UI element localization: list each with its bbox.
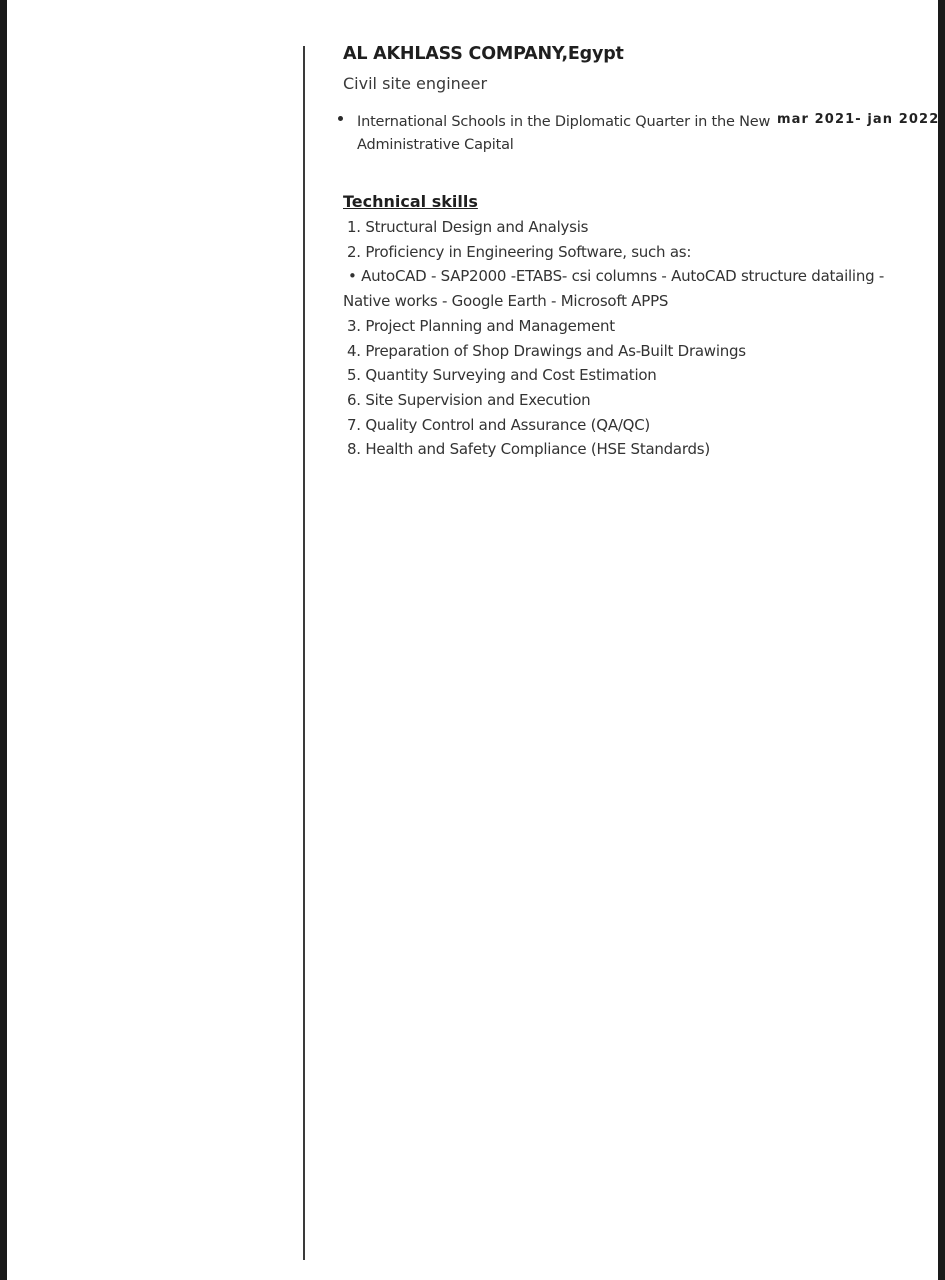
skill-item: 7. Quality Control and Assurance (QA/QC) [347, 415, 651, 434]
skill-item: 4. Preparation of Shop Drawings and As-Built Drawings [347, 341, 746, 360]
skill-item: • AutoCAD - SAP2000 -ETABS- csi columns - AutoCAD structure datailing - [348, 267, 885, 286]
left-frame-border [0, 0, 7, 1280]
technical-skills-list [343, 215, 903, 462]
company-name: AL AKHLASS COMPANY,Egypt [343, 44, 624, 64]
project-description: International Schools in the Diplomatic Quarter in the New Administrative Capital [357, 114, 771, 153]
column-divider [303, 46, 305, 1260]
skill-item: 5. Quantity Surveying and Cost Estimation [347, 366, 657, 385]
technical-skills-heading: Technical skills [343, 192, 478, 211]
skill-item: 2. Proficiency in Engineering Software, such as: [347, 242, 692, 261]
skill-item: 3. Project Planning and Management [347, 316, 615, 335]
skill-item: Native works - Google Earth - Microsoft APPS [343, 292, 669, 311]
bullet-icon [338, 116, 343, 121]
skill-item: 6. Site Supervision and Execution [347, 390, 591, 409]
employment-dates: mar 2021- jan 2022 [777, 112, 940, 127]
skill-item: 1. Structural Design and Analysis [347, 218, 589, 236]
job-title: Civil site engineer [343, 74, 488, 93]
right-frame-border [938, 0, 945, 1280]
skill-item: 8. Health and Safety Compliance (HSE Standards) [347, 440, 710, 459]
